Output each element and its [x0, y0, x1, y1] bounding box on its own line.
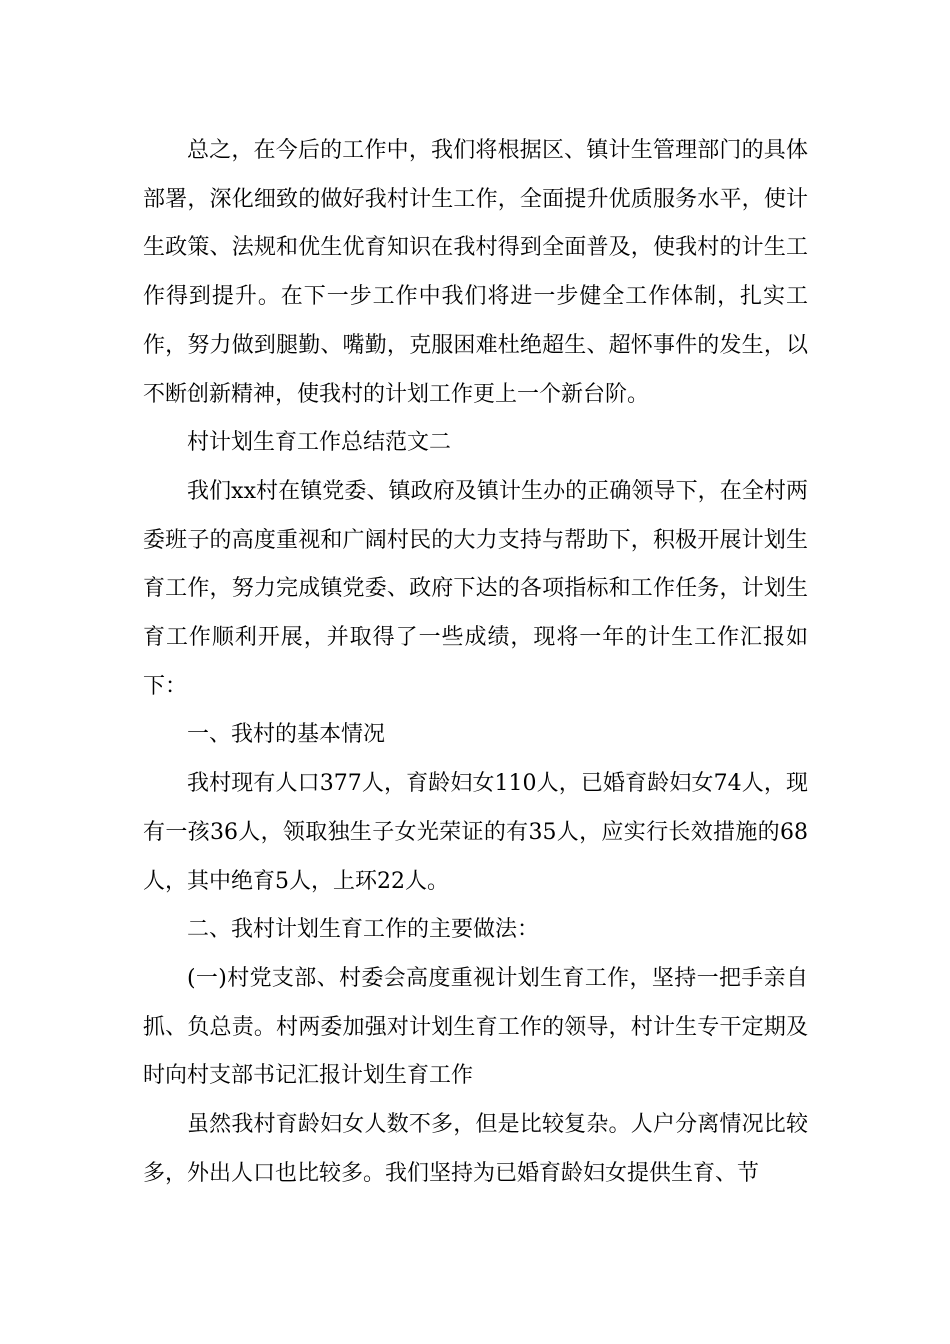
paragraph-leadership: (一)村党支部、村委会高度重视计划生育工作，坚持一把手亲自抓、负总责。村两委加强对计划生育工作的领导，村计生专干定期及时向村支部书记汇报计划生育工作: [143, 965, 808, 1089]
document-body: [143, 127, 808, 1198]
section-title: 村计划生育工作总结范文二: [187, 430, 452, 456]
paragraph-complexity: 虽然我村育龄妇女人数不多，但是比较复杂。人户分离情况比较多，外出人口也比较多。我们坚持为已婚育龄妇女提供生育、节: [143, 1112, 808, 1186]
heading-main-practices: 二、我村计划生育工作的主要做法：: [187, 917, 540, 943]
paragraph-conclusion: 总之，在今后的工作中，我们将根据区、镇计生管理部门的具体部署，深化细致的做好我村计生工作，全面提升优质服务水平，使计生政策、法规和优生优育知识在我村得到全面普及，使我村的计生工作得到提升。在下一步工作中我们将进一步健全工作体制，扎实工作，努力做到腿勤、嘴勤，克服困难杜绝超生、超怀事件的发生，以不断创新精神，使我村的计划工作更上一个新台阶。: [143, 138, 808, 407]
heading-basic-situation: 一、我村的基本情况: [187, 722, 386, 748]
paragraph-intro: 我们xx村在镇党委、镇政府及镇计生办的正确领导下，在全村两委班子的高度重视和广阔村民的大力支持与帮助下，积极开展计划生育工作，努力完成镇党委、政府下达的各项指标和工作任务，计划生育工作顺利开展，并取得了一些成绩，现将一年的计生工作汇报如下：: [143, 478, 808, 699]
paragraph-population: 我村现有人口377人，育龄妇女110人，已婚育龄妇女74人，现有一孩36人，领取独生子女光荣证的有35人，应实行长效措施的68人，其中绝育5人，上环22人。: [143, 771, 809, 894]
